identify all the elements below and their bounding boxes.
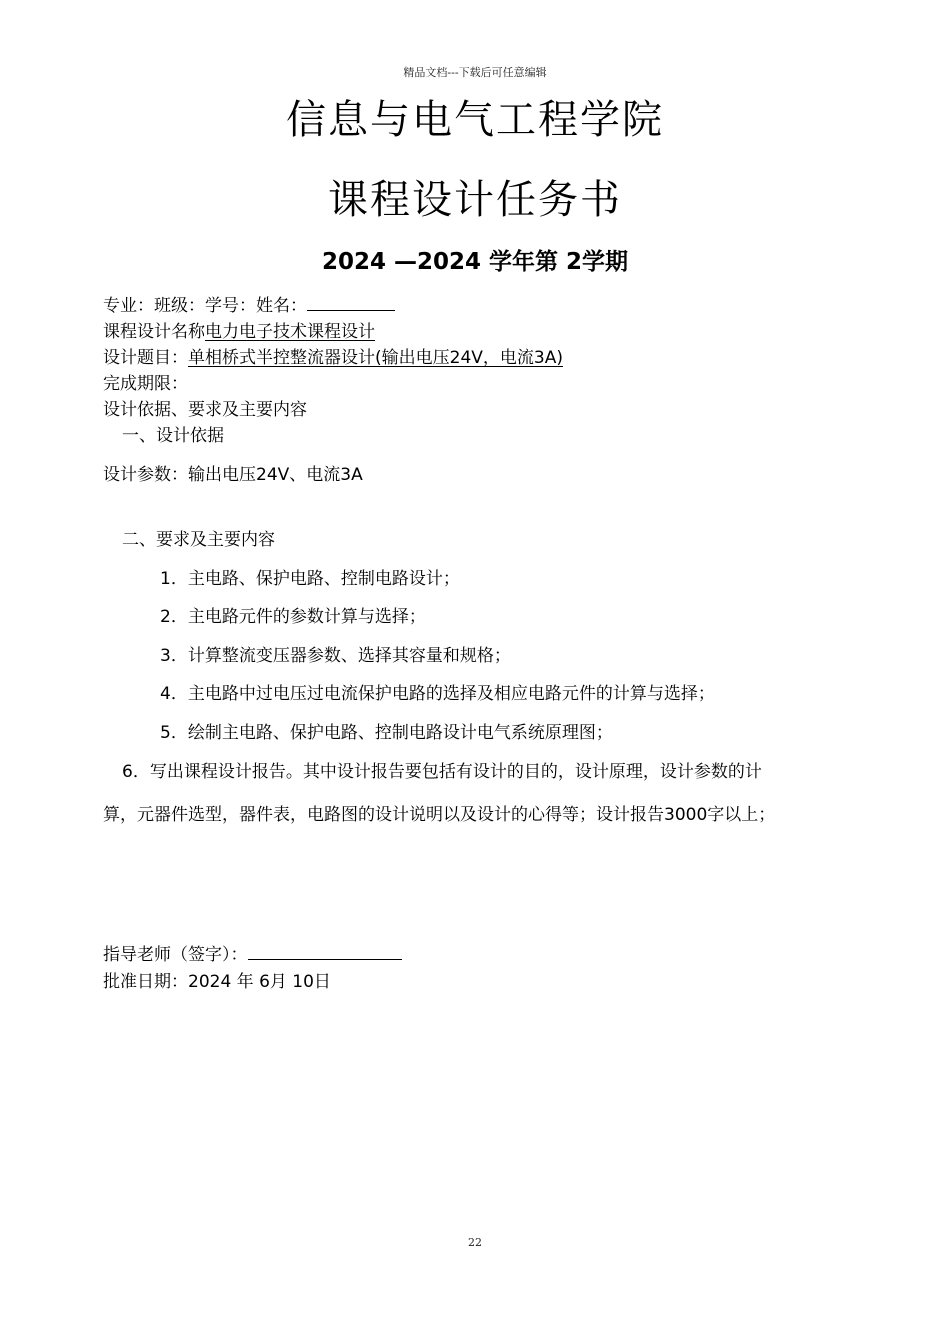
name-blank [307, 296, 395, 311]
topic-value: 单相桥式半控整流器设计(输出电压24V，电流3A) [188, 348, 563, 368]
page-number: 22 [468, 1236, 482, 1249]
supervisor-label: 指导老师（签字）： [103, 945, 248, 965]
approval-date: 批准日期：2024 年 6月 10日 [103, 972, 331, 992]
header-watermark: 精品文档---下载后可任意编辑 [403, 66, 547, 79]
student-info-label: 专业：班级：学号：姓名： [103, 296, 307, 316]
requirement-item: 1．主电路、保护电路、控制电路设计； [160, 569, 460, 589]
basis-heading: 设计依据、要求及主要内容 [103, 400, 307, 420]
signature-blank [248, 945, 402, 960]
course-name-line [103, 317, 375, 342]
school-title: 信息与电气工程学院 [286, 97, 664, 143]
student-info-line [103, 291, 395, 316]
requirement-item-6-line1: 6．写出课程设计报告。其中设计报告要包括有设计的目的，设计原理，设计参数的计 [122, 762, 762, 782]
requirement-item: 4．主电路中过电压过电流保护电路的选择及相应电路元件的计算与选择； [160, 684, 715, 704]
course-name-label: 课程设计名称 [103, 322, 205, 342]
term-heading: 2024 —2024 学年第 2学期 [321, 249, 629, 275]
design-params: 设计参数：输出电压24V、电流3A [103, 465, 363, 485]
section1-heading: 一、设计依据 [122, 426, 224, 446]
requirement-item-6-line2: 算，元器件选型，器件表，电路图的设计说明以及设计的心得等；设计报告3000字以上； [103, 805, 776, 825]
requirement-item: 2．主电路元件的参数计算与选择； [160, 607, 426, 627]
topic-label: 设计题目： [103, 348, 188, 368]
topic-line [103, 343, 563, 368]
deadline-line: 完成期限： [103, 374, 188, 394]
section2-heading: 二、要求及主要内容 [122, 530, 275, 550]
supervisor-signature-line [103, 940, 402, 965]
document-title: 课程设计任务书 [328, 177, 622, 223]
course-name-value: 电力电子技术课程设计 [205, 322, 375, 342]
requirement-item: 3．计算整流变压器参数、选择其容量和规格； [160, 646, 511, 666]
requirement-item: 5．绘制主电路、保护电路、控制电路设计电气系统原理图； [160, 723, 613, 743]
